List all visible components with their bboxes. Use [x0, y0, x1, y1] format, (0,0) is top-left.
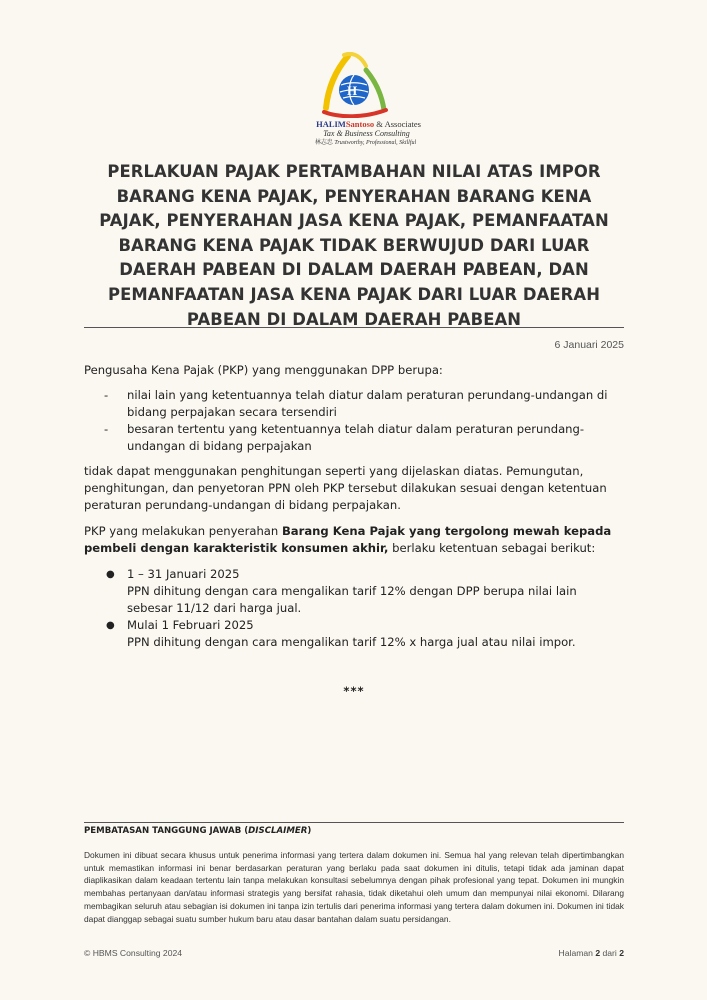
- dpp-list: [84, 387, 624, 455]
- logo-emblem-icon: [314, 52, 394, 118]
- intro-paragraph: Pengusaha Kena Pajak (PKP) yang menggunakan DPP berupa:: [84, 363, 443, 377]
- tariff-list: [84, 566, 624, 651]
- disclaimer-title: PEMBATASAN TANGGUNG JAWAB (DISCLAIMER): [84, 826, 312, 836]
- list-item: ● Mulai 1 Februari 2025 PPN dihitung dengan cara mengalikan tarif 12% x harga jual atau nilai impor.: [106, 618, 576, 649]
- logo-tagline: 林志忠 Trustworthy, Professional, Skillful: [314, 140, 417, 146]
- list-item: - besaran tertentu yang ketentuannya telah diatur dalam peraturan perundang-undangan di bidang perpajakan: [104, 422, 585, 453]
- disclaimer-text: Dokumen ini dibuat secara khusus untuk penerima informasi yang tertera dalam dokumen ini. Semua hal yang relevan telah dipertimbangkan untuk memastikan informasi ini benar berdasarkan peraturan yang berlaku pada saat dokumen ini ditulis, tetapi tidak ada jaminan dapat diaplikasikan dalam keadaan tertentu lain tanpa melakukan konsultasi sebelumnya dengan pihak profesional yang tepat. Dokumen ini mungkin membahas pertanyaan dan/atau informasi strategis yang bersifat rahasia, tidak diketahui oleh umum dan mempunyai nilai ekonomi. Dilarang membagikan seluruh atau sebagian isi dokumen ini tanpa izin tertulis dari penerima informasi yang tertera dalam dokumen ini. Dokumen ini tidak dapat dianggap sebagai suatu sumber hukum baru atau dasar bantahan dalam suatu persidangan.: [84, 850, 624, 924]
- document-date: 6 Januari 2025: [554, 339, 624, 351]
- paragraph-2: tidak dapat menggunakan penghitungan seperti yang dijelaskan diatas. Pemungutan, penghitungan, dan penyetoran PPN oleh PKP tersebut dilakukan sesuai dengan ketentuan peraturan perundang-undangan di bidang perpajakan.: [84, 464, 607, 512]
- page-number: Halaman 2 dari 2: [558, 948, 624, 958]
- footer-copyright: © HBMS Consulting 2024: [84, 948, 183, 958]
- logo-brand-name: HALIMSantoso & Associates: [316, 119, 421, 129]
- disclaimer-divider: [84, 822, 624, 823]
- company-logo: [0, 52, 707, 148]
- svg-text:H: H: [346, 83, 357, 98]
- paragraph-3: PKP yang melakukan penyerahan Barang Kena Pajak yang tergolong mewah kepada pembeli dengan karakteristik konsumen akhir, berlaku ketentuan sebagai berikut:: [84, 524, 612, 555]
- document-body: [84, 362, 624, 700]
- list-item: - nilai lain yang ketentuannya telah diatur dalam peraturan perundang-undangan di bidang perpajakan secara tersendiri: [104, 388, 608, 419]
- section-end-marker: ***: [343, 684, 365, 698]
- logo-subtitle: Tax & Business Consulting: [323, 129, 410, 138]
- title-divider: [84, 327, 624, 328]
- list-item: ● 1 – 31 Januari 2025 PPN dihitung dengan cara mengalikan tarif 12% dengan DPP berupa nilai lain sebesar 11/12 dari harga jual.: [106, 567, 577, 615]
- document-title: PERLAKUAN PAJAK PERTAMBAHAN NILAI ATAS IMPOR BARANG KENA PAJAK, PENYERAHAN BARANG KENA PAJAK, PENYERAHAN JASA KENA PAJAK, PEMANFAATAN BARANG KENA PAJAK TIDAK BERWUJUD DARI LUAR DAERAH PABEAN DI DALAM DAERAH PABEAN, DAN PEMANFAATAN JASA KENA PAJAK DARI LUAR DAERAH PABEAN DI DALAM DAERAH PABEAN: [99, 162, 609, 329]
